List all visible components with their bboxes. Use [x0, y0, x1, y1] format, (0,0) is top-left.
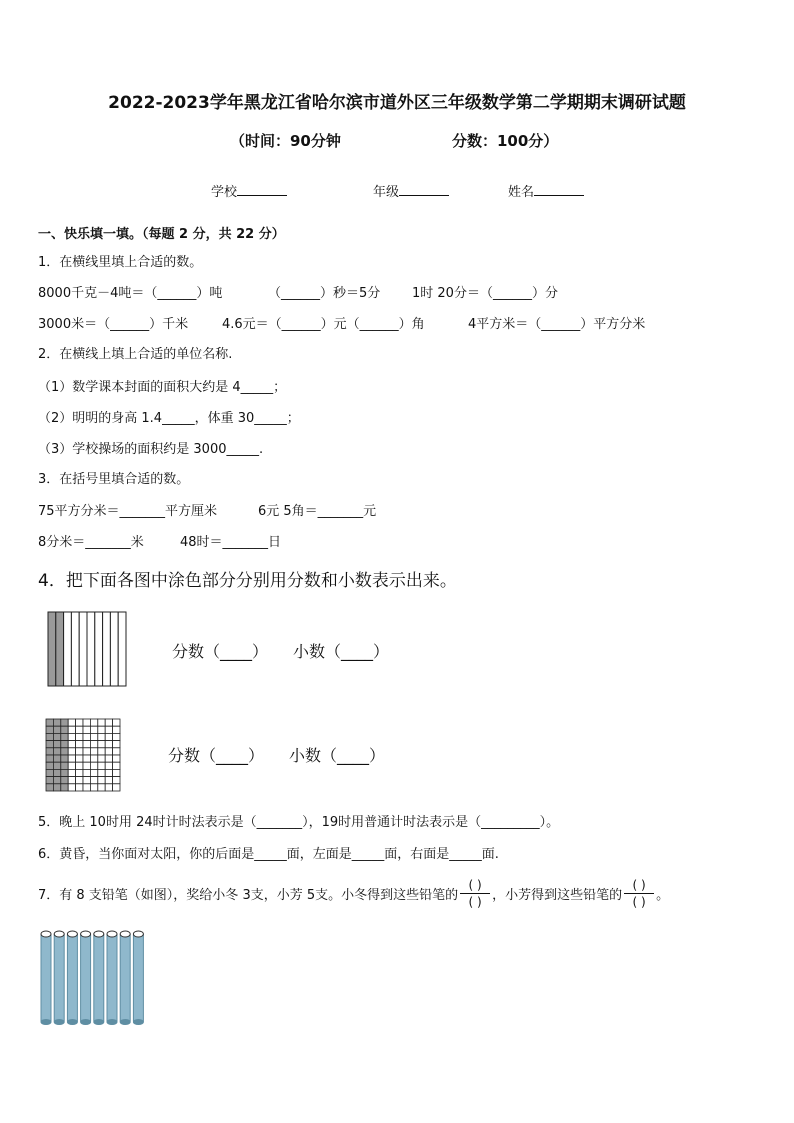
grid-cell	[83, 784, 90, 791]
q2-item: （3）学校操场的面积约是 3000_____.	[38, 442, 264, 457]
grid-cell	[98, 741, 105, 748]
pencil-base	[94, 1020, 104, 1025]
q5-text: 5．晚上 10时用 24时计时法表示是（_______），19时用普通计时法表示是（_________）。	[38, 815, 560, 830]
grid-cell	[98, 719, 105, 726]
fraction-numerator: ( )	[468, 878, 482, 892]
fig1-fraction-answer: 分数（____）	[172, 642, 269, 661]
pencil	[133, 934, 143, 1022]
grid-cell	[113, 762, 120, 769]
strip-cell	[48, 612, 56, 686]
name-label: 姓名	[508, 185, 535, 200]
grid-cell	[53, 741, 60, 748]
section1-heading: 一、快乐填一填。（每题 2 分，共 22 分）	[38, 227, 285, 242]
name-field	[508, 181, 584, 200]
pencil-end	[81, 931, 91, 937]
grid-cell	[53, 755, 60, 762]
strip-cell	[56, 612, 64, 686]
q7-fraction-1	[460, 878, 490, 909]
grid-cell	[46, 755, 53, 762]
grid-cell	[46, 784, 53, 791]
grid-cell	[76, 784, 83, 791]
grade-field	[373, 181, 449, 200]
grid-cell	[61, 777, 68, 784]
strip-cell	[95, 612, 103, 686]
strip-figure	[46, 610, 128, 688]
grid-cell	[76, 762, 83, 769]
grid-cell	[98, 733, 105, 740]
grid-cell	[61, 741, 68, 748]
pencil-base	[67, 1020, 77, 1025]
grid-cell	[61, 769, 68, 776]
grid-cell	[90, 733, 97, 740]
pencil	[94, 934, 104, 1022]
grid-cell	[90, 769, 97, 776]
grid-cell	[90, 755, 97, 762]
grid-figure	[44, 717, 122, 793]
pencil-base	[81, 1020, 91, 1025]
grid-cell	[76, 755, 83, 762]
grid-cell	[53, 748, 60, 755]
grid-cell	[83, 777, 90, 784]
school-field	[211, 181, 287, 200]
fig2-fraction-answer: 分数（____）	[168, 746, 265, 765]
pencil	[120, 934, 130, 1022]
grid-cell	[76, 748, 83, 755]
pencil-base	[133, 1020, 143, 1025]
strip-cell	[64, 612, 72, 686]
q3-item: 8分米＝_______米	[38, 535, 144, 550]
grade-label: 年级	[373, 185, 400, 200]
grid-cell	[68, 784, 75, 791]
grid-cell	[98, 755, 105, 762]
grid-cell	[61, 733, 68, 740]
grid-cell	[46, 741, 53, 748]
pencil-base	[120, 1020, 130, 1025]
exam-score: 分数：100分）	[452, 132, 559, 150]
grid-cell	[46, 733, 53, 740]
grid-cell	[90, 726, 97, 733]
grid-cell	[61, 784, 68, 791]
grid-cell	[68, 719, 75, 726]
pencil-end	[120, 931, 130, 937]
grid-cell	[68, 762, 75, 769]
grid-cell	[53, 726, 60, 733]
q4-stem: 4．把下面各图中涂色部分分别用分数和小数表示出来。	[38, 571, 457, 591]
grid-cell	[83, 726, 90, 733]
grid-cell	[113, 777, 120, 784]
grid-cell	[105, 777, 112, 784]
q2-item: （1）数学课本封面的面积大约是 4_____；	[38, 380, 287, 395]
pencil-base	[41, 1020, 51, 1025]
grid-cell	[83, 762, 90, 769]
pencils-figure	[38, 928, 150, 1030]
grid-cell	[105, 769, 112, 776]
pencil-end	[54, 931, 64, 937]
grid-cell	[61, 719, 68, 726]
grid-cell	[105, 719, 112, 726]
pencil-end	[133, 931, 143, 937]
fig1-decimal-answer: 小数（____）	[293, 642, 390, 661]
grid-cell	[76, 733, 83, 740]
grid-cell	[46, 719, 53, 726]
grid-cell	[105, 784, 112, 791]
grid-cell	[105, 726, 112, 733]
q7-text-b: ，小芳得到这些铅笔的	[492, 888, 623, 903]
strip-cell	[110, 612, 118, 686]
page-title: 2022-2023学年黑龙江省哈尔滨市道外区三年级数学第二学期期末调研试题	[108, 93, 686, 113]
grid-cell	[83, 733, 90, 740]
grid-cell	[53, 719, 60, 726]
grid-cell	[53, 769, 60, 776]
fraction-numerator: ( )	[632, 878, 646, 892]
grid-cell	[68, 748, 75, 755]
fraction-bar	[624, 893, 654, 894]
grid-cell	[98, 748, 105, 755]
fig2-decimal-answer: 小数（____）	[289, 746, 386, 765]
school-blank[interactable]	[237, 183, 287, 196]
q1-item: （______）秒＝5分	[268, 286, 381, 301]
grid-cell	[98, 726, 105, 733]
grid-cell	[46, 748, 53, 755]
grid-cell	[113, 733, 120, 740]
grid-cell	[90, 741, 97, 748]
grid-cell	[46, 769, 53, 776]
grid-cell	[83, 719, 90, 726]
grid-cell	[113, 719, 120, 726]
grid-cell	[76, 777, 83, 784]
fraction-denominator: ( )	[632, 895, 646, 909]
pencil	[67, 934, 77, 1022]
q1-item: 8000千克－4吨＝（______）吨	[38, 286, 223, 301]
q1-item: 1时 20分＝（______）分	[412, 286, 558, 301]
exam-time: （时间：90分钟	[230, 132, 341, 150]
grid-cell	[113, 784, 120, 791]
grid-cell	[90, 719, 97, 726]
grid-cell	[76, 719, 83, 726]
grid-cell	[105, 733, 112, 740]
grid-cell	[53, 733, 60, 740]
grid-cell	[53, 762, 60, 769]
grid-cell	[105, 748, 112, 755]
grade-blank[interactable]	[399, 183, 449, 196]
grid-cell	[105, 741, 112, 748]
q3-stem: 3．在括号里填合适的数。	[38, 472, 190, 487]
grid-cell	[90, 762, 97, 769]
grid-cell	[76, 769, 83, 776]
grid-cell	[68, 755, 75, 762]
q1-item: 3000米＝（______）千米	[38, 317, 189, 332]
grid-cell	[61, 748, 68, 755]
strip-cell	[87, 612, 95, 686]
grid-cell	[68, 769, 75, 776]
grid-cell	[105, 755, 112, 762]
grid-cell	[83, 755, 90, 762]
fraction-denominator: ( )	[468, 895, 482, 909]
q1-stem: 1．在横线里填上合适的数。	[38, 255, 203, 270]
grid-cell	[83, 741, 90, 748]
q7-text-c: 。	[656, 888, 670, 903]
pencil-base	[54, 1020, 64, 1025]
pencil	[81, 934, 91, 1022]
q1-item: 4平方米＝（______）平方分米	[468, 317, 646, 332]
q2-stem: 2．在横线上填上合适的单位名称.	[38, 347, 233, 362]
grid-cell	[98, 762, 105, 769]
grid-cell	[68, 777, 75, 784]
q1-item: 4.6元＝（______）元（______）角	[222, 317, 425, 332]
pencil	[41, 934, 51, 1022]
grid-cell	[76, 741, 83, 748]
q7-fraction-2	[624, 878, 654, 909]
q2-item: （2）明明的身高 1.4_____，体重 30_____；	[38, 411, 300, 426]
strip-cell	[71, 612, 79, 686]
q6-text: 6．黄昏，当你面对太阳，你的后面是_____面，左面是_____面，右面是_____面.	[38, 847, 499, 862]
grid-cell	[53, 777, 60, 784]
q3-item: 75平方分米＝_______平方厘米	[38, 504, 218, 519]
grid-cell	[105, 762, 112, 769]
grid-cell	[76, 726, 83, 733]
grid-cell	[61, 726, 68, 733]
grid-cell	[61, 762, 68, 769]
q7-text-a: 7．有 8 支铅笔（如图），奖给小冬 3支，小芳 5支。小冬得到这些铅笔的	[38, 888, 459, 903]
q3-item: 48时＝_______日	[180, 535, 282, 550]
q3-item: 6元 5角＝_______元	[258, 504, 377, 519]
grid-cell	[113, 755, 120, 762]
grid-cell	[68, 741, 75, 748]
grid-cell	[98, 777, 105, 784]
grid-cell	[90, 784, 97, 791]
grid-cell	[113, 726, 120, 733]
strip-cell	[103, 612, 111, 686]
q7-text	[38, 878, 669, 909]
grid-cell	[83, 769, 90, 776]
grid-cell	[46, 762, 53, 769]
grid-cell	[68, 733, 75, 740]
school-label: 学校	[211, 185, 238, 200]
grid-cell	[46, 777, 53, 784]
grid-cell	[46, 726, 53, 733]
fraction-bar	[460, 893, 490, 894]
pencil-end	[41, 931, 51, 937]
grid-cell	[113, 748, 120, 755]
grid-cell	[90, 777, 97, 784]
pencil-end	[67, 931, 77, 937]
grid-cell	[53, 784, 60, 791]
grid-cell	[98, 769, 105, 776]
pencil	[107, 934, 117, 1022]
strip-cell	[118, 612, 126, 686]
pencil-base	[107, 1020, 117, 1025]
grid-cell	[113, 769, 120, 776]
name-blank[interactable]	[534, 183, 584, 196]
grid-cell	[113, 741, 120, 748]
grid-cell	[90, 748, 97, 755]
grid-cell	[61, 755, 68, 762]
grid-cell	[68, 726, 75, 733]
pencil-end	[107, 931, 117, 937]
grid-cell	[98, 784, 105, 791]
pencil-end	[94, 931, 104, 937]
grid-cell	[83, 748, 90, 755]
pencil	[54, 934, 64, 1022]
strip-cell	[79, 612, 87, 686]
